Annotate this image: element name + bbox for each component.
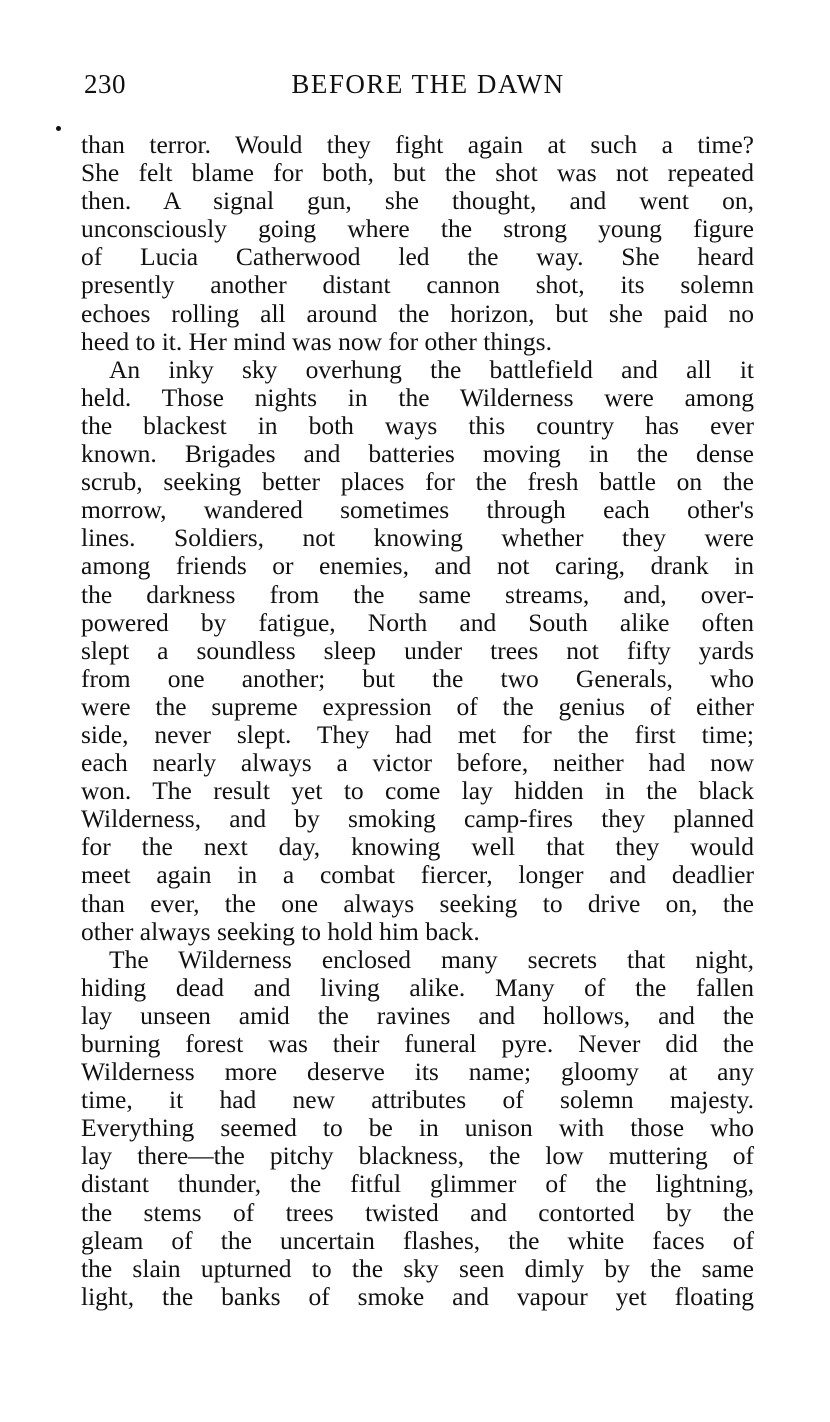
text-line: heed to it. Her mind was now for other things. <box>81 327 552 356</box>
text-line: She felt blame for both, but the shot was not repeated <box>81 159 754 188</box>
text-line: of Lucia Catherwood led the way. She heard <box>81 243 754 272</box>
text-line: held. Those nights in the Wilderness were among <box>81 383 754 412</box>
text-line: from one another; but the two Generals, who <box>81 664 754 693</box>
text-line: burning forest was their funeral pyre. Never did the <box>81 1030 754 1058</box>
text-line: won. The result yet to come lay hidden in the black <box>81 777 754 806</box>
text-line: side, never slept. They had met for the first time; <box>81 720 754 749</box>
text-line: lay unseen amid the ravines and hollows, and the <box>81 1001 754 1030</box>
text-line: hiding dead and living alike. Many of the fallen <box>81 973 754 1002</box>
text-line: powered by fatigue, North and South alike often <box>81 608 754 637</box>
text-line: than ever, the one always seeking to drive on, the <box>81 889 754 918</box>
text-line: presently another distant cannon shot, its solemn <box>81 271 754 300</box>
running-head <box>80 66 756 106</box>
text-line: the darkness from the same streams, and, over- <box>81 580 754 609</box>
text-line: Wilderness more deserve its name; gloomy at any <box>81 1058 754 1087</box>
text-line: lines. Soldiers, not knowing whether they were <box>81 524 754 553</box>
text-line: light, the banks of smoke and vapour yet floating <box>81 1282 754 1311</box>
text-line: unconsciously going where the strong young figure <box>81 215 754 244</box>
body-text <box>81 131 754 1311</box>
text-line: An inky sky overhung the battlefield and all it <box>109 355 754 384</box>
text-line: were the supreme expression of the genius of either <box>81 692 754 721</box>
running-title: BEFORE THE DAWN <box>291 69 565 99</box>
page-number: 230 <box>84 69 126 99</box>
text-line: the stems of trees twisted and contorted by the <box>81 1198 754 1227</box>
text-line: other always seeking to hold him back. <box>81 917 480 946</box>
text-line: for the next day, knowing well that they would <box>81 833 754 862</box>
text-line: the blackest in both ways this country has ever <box>81 411 754 440</box>
text-line: lay there—the pitchy blackness, the low muttering of <box>81 1142 754 1171</box>
text-line: than terror. Would they fight again at such a time? <box>81 131 754 159</box>
text-line: The Wilderness enclosed many secrets that night, <box>109 945 754 974</box>
text-line: gleam of the uncertain flashes, the white faces of <box>81 1226 754 1255</box>
text-line: Wilderness, and by smoking camp-fires they planned <box>81 805 754 834</box>
text-line: each nearly always a victor before, neither had now <box>81 749 754 778</box>
text-line: the slain upturned to the sky seen dimly by the same <box>81 1254 754 1283</box>
text-line: scrub, seeking better places for the fresh battle on the <box>81 468 754 497</box>
text-line: among friends or enemies, and not caring, drank in <box>81 552 754 581</box>
text-line: echoes rolling all around the horizon, but she paid no <box>81 299 754 328</box>
text-line: meet again in a combat fiercer, longer and deadlier <box>81 861 754 890</box>
text-line: morrow, wandered sometimes through each other's <box>81 496 754 525</box>
text-line: time, it had new attributes of solemn majesty. <box>81 1086 754 1115</box>
text-line: then. A signal gun, she thought, and went on, <box>81 187 754 216</box>
text-line: known. Brigades and batteries moving in the dense <box>81 440 754 469</box>
text-line: distant thunder, the fitful glimmer of the lightning, <box>81 1170 754 1199</box>
text-line: Everything seemed to be in unison with those who <box>81 1114 754 1143</box>
stray-ink-mark <box>56 126 61 131</box>
text-line: slept a soundless sleep under trees not fifty yards <box>81 636 754 665</box>
